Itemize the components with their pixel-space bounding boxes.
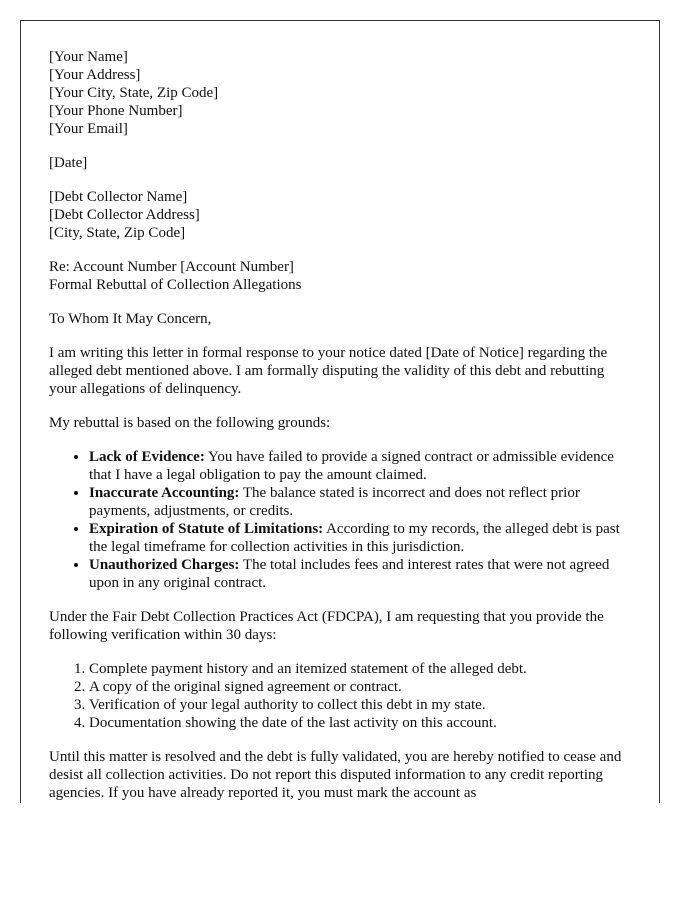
requests-list — [49, 660, 631, 732]
ground-title: Unauthorized Charges: — [89, 557, 240, 573]
ground-title: Expiration of Statute of Limitations: — [89, 521, 324, 537]
ground-text: The total includes fees and interest rates that were not agreed upon in any original contract. — [89, 557, 610, 591]
recipient-name: [Debt Collector Name] — [49, 189, 188, 205]
recipient-block — [49, 188, 631, 242]
letter-date: [Date] — [49, 155, 88, 171]
sender-email: [Your Email] — [49, 121, 128, 137]
list-item: 1. Complete payment history and an itemized statement of the alleged debt. — [89, 660, 631, 678]
ground-text: The balance stated is incorrect and does not reflect prior payments, adjustments, or credits. — [89, 485, 580, 519]
list-item — [89, 448, 631, 484]
ground-text: You have failed to provide a signed contract or admissible evidence that I have a legal obligation to pay the amount claimed. — [89, 449, 614, 483]
list-item: 2. A copy of the original signed agreement or contract. — [89, 678, 631, 696]
sender-phone: [Your Phone Number] — [49, 103, 183, 119]
ground-title: Inaccurate Accounting: — [89, 485, 240, 501]
subject-title: Formal Rebuttal of Collection Allegations — [49, 277, 302, 293]
ground-text: According to my records, the alleged debt is past the legal timeframe for collection activities in this jurisdiction. — [89, 521, 620, 555]
subject-block — [49, 258, 631, 294]
list-item — [89, 556, 631, 592]
salutation: To Whom It May Concern, — [49, 311, 212, 327]
list-item — [89, 484, 631, 520]
letter-page — [20, 20, 660, 803]
grounds-intro: My rebuttal is based on the following grounds: — [49, 415, 331, 431]
subject-account: Re: Account Number [Account Number] — [49, 259, 294, 275]
list-item: 4. Documentation showing the date of the last activity on this account. — [89, 714, 631, 732]
recipient-city: [City, State, Zip Code] — [49, 225, 186, 241]
list-item: 3. Verification of your legal authority to collect this debt in my state. — [89, 696, 631, 714]
recipient-address: [Debt Collector Address] — [49, 207, 200, 223]
sender-block — [49, 48, 631, 138]
sender-city: [Your City, State, Zip Code] — [49, 85, 219, 101]
intro-paragraph: I am writing this letter in formal response to your notice dated [Date of Notice] regarding the alleged debt mentioned above. I am formally disputing the validity of this debt and rebutting your allegations of delinquency. — [49, 345, 608, 397]
ground-title: Lack of Evidence: — [89, 449, 205, 465]
fdcpa-paragraph: Under the Fair Debt Collection Practices Act (FDCPA), I am requesting that you provide the following verification within 30 days: — [49, 609, 604, 643]
sender-name: [Your Name] — [49, 49, 128, 65]
grounds-list — [49, 448, 631, 592]
cease-paragraph: Until this matter is resolved and the debt is fully validated, you are hereby notified to cease and desist all collection activities. Do not report this disputed information to any credit reporting agencies. If you have already reported it, you must mark the account as — [49, 749, 622, 801]
sender-address: [Your Address] — [49, 67, 141, 83]
list-item — [89, 520, 631, 556]
